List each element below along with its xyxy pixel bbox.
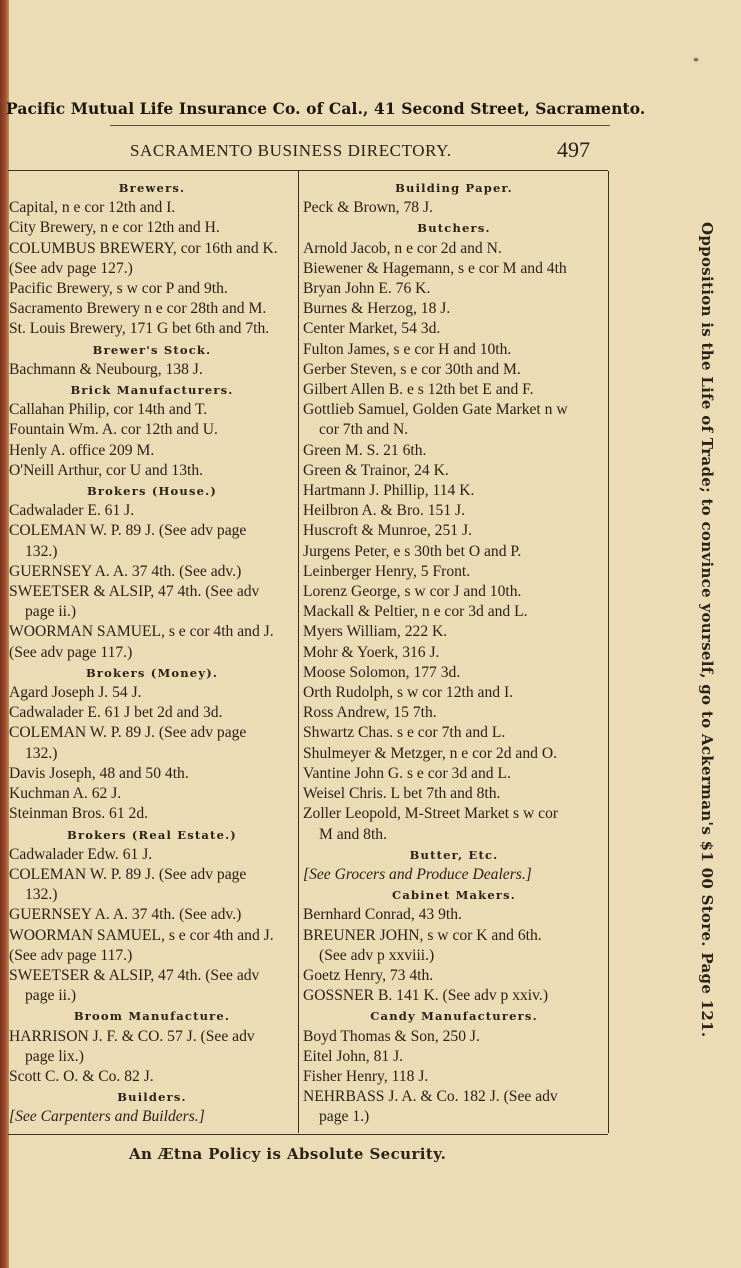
directory-entry: Zoller Leopold, M-Street Market s w cor [303, 805, 559, 823]
directory-entry: Leinberger Henry, 5 Front. [303, 562, 471, 580]
directory-entry: Callahan Philip, cor 14th and T. [9, 401, 208, 419]
directory-entry: COLUMBUS BREWERY, cor 16th and K. [9, 239, 278, 257]
directory-entry: Cadwalader E. 61 J bet 2d and 3d. [9, 704, 223, 722]
directory-entry: Fisher Henry, 118 J. [303, 1067, 429, 1085]
directory-entry: Ross Andrew, 15 7th. [303, 704, 437, 722]
page-number: 497 [557, 137, 590, 162]
directory-entry: Heilbron A. & Bro. 151 J. [303, 502, 465, 520]
section-heading: Brewer's Stock. [92, 342, 212, 357]
directory-entry: St. Louis Brewery, 171 G bet 6th and 7th. [9, 320, 270, 338]
directory-entry: GUERNSEY A. A. 37 4th. (See adv.) [9, 906, 242, 924]
directory-entry: City Brewery, n e cor 12th and H. [9, 219, 220, 237]
directory-entry: Capital, n e cor 12th and I. [9, 199, 176, 217]
directory-entry: (See adv page 117.) [9, 643, 133, 661]
directory-entry: COLEMAN W. P. 89 J. (See adv page [9, 724, 247, 742]
directory-entry: Myers William, 222 K. [303, 623, 448, 641]
directory-entry: Gerber Steven, s e cor 30th and M. [303, 360, 521, 378]
directory-entry: Lorenz George, s w cor J and 10th. [303, 583, 522, 601]
directory-entry: Vantine John G. s e cor 3d and L. [303, 764, 511, 782]
section-heading: Brewers. [118, 181, 186, 195]
left-column [9, 178, 295, 1128]
cross-reference: [See Grocers and Produce Dealers.] [303, 865, 532, 883]
section-heading: Brokers (Real Estate.) [67, 827, 237, 842]
directory-entry: page 1.) [319, 1108, 370, 1126]
directory-entry: Gottlieb Samuel, Golden Gate Market n w [303, 401, 568, 419]
directory-entry: Bachmann & Neubourg, 138 J. [9, 360, 203, 378]
directory-entry: (See adv page 127.) [9, 259, 133, 277]
directory-entry: Weisel Chris. L bet 7th and 8th. [303, 785, 501, 803]
section-heading: Butter, Etc. [409, 847, 499, 862]
directory-entry: COLEMAN W. P. 89 J. (See adv page [9, 865, 247, 883]
directory-entry: 132.) [25, 744, 58, 762]
directory-entry: Center Market, 54 3d. [303, 320, 441, 338]
directory-entry: page ii.) [25, 987, 77, 1005]
directory-entry: Mackall & Peltier, n e cor 3d and L. [303, 603, 528, 621]
directory-entry: Burnes & Herzog, 18 J. [303, 300, 451, 318]
directory-entry: COLEMAN W. P. 89 J. (See adv page [9, 522, 247, 540]
section-heading: Broom Manufacture. [73, 1009, 231, 1024]
directory-entry: Cadwalader Edw. 61 J. [9, 845, 153, 863]
directory-entry: O'Neill Arthur, cor U and 13th. [9, 461, 204, 479]
section-heading: Brick Manufacturers. [70, 383, 234, 398]
section-heading: Brokers (Money). [85, 665, 219, 680]
directory-entry: NEHRBASS J. A. & Co. 182 J. (See adv [303, 1088, 558, 1106]
directory-entry: Peck & Brown, 78 J. [303, 199, 433, 217]
directory-entry: Sacramento Brewery n e cor 28th and M. [9, 300, 267, 318]
directory-entry: Bryan John E. 76 K. [303, 280, 431, 298]
directory-entry: SWEETSER & ALSIP, 47 4th. (See adv [9, 583, 260, 601]
directory-entry: Eitel John, 81 J. [303, 1047, 404, 1065]
directory-entry: Davis Joseph, 48 and 50 4th. [9, 764, 189, 782]
directory-entry: Mohr & Yoerk, 316 J. [303, 643, 440, 661]
top-rule [110, 125, 610, 126]
footer-rule [8, 1134, 608, 1135]
directory-entry: page lix.) [25, 1047, 84, 1065]
directory-entry: 132.) [25, 542, 58, 560]
column-divider [298, 171, 299, 1133]
directory-entry: SWEETSER & ALSIP, 47 4th. (See adv [9, 966, 260, 984]
directory-entry: Green & Trainor, 24 K. [303, 461, 449, 479]
directory-entry: WOORMAN SAMUEL, s e cor 4th and J. [9, 926, 274, 944]
directory-entry: Fountain Wm. A. cor 12th and U. [9, 421, 218, 439]
directory-entry: (See adv p xxviii.) [319, 946, 435, 964]
book-binding-edge [0, 0, 9, 1268]
directory-entry: WOORMAN SAMUEL, s e cor 4th and J. [9, 623, 274, 641]
directory-entry: Green M. S. 21 6th. [303, 441, 427, 459]
directory-entry: Boyd Thomas & Son, 250 J. [303, 1027, 480, 1045]
section-heading: Cabinet Makers. [391, 888, 516, 903]
running-header: SACRAMENTO BUSINESS DIRECTORY. [130, 141, 452, 160]
directory-entry: Biewener & Hagemann, s e cor M and 4th [303, 259, 567, 277]
section-heading: Building Paper. [395, 181, 513, 195]
directory-entry: Henly A. office 209 M. [9, 441, 155, 459]
directory-entry: Huscroft & Munroe, 251 J. [303, 522, 472, 540]
header-rule [8, 170, 608, 171]
directory-entry: cor 7th and N. [319, 421, 409, 439]
directory-entry: Cadwalader E. 61 J. [9, 502, 135, 520]
directory-entry: Gilbert Allen B. e s 12th bet E and F. [303, 381, 534, 399]
directory-entry: Shwartz Chas. s e cor 7th and L. [303, 724, 506, 742]
directory-entry: Arnold Jacob, n e cor 2d and N. [303, 239, 502, 257]
directory-entry: 132.) [25, 886, 58, 904]
directory-entry: Steinman Bros. 61 2d. [9, 805, 149, 823]
section-heading: Brokers (House.) [86, 484, 218, 499]
directory-entry: Shulmeyer & Metzger, n e cor 2d and O. [303, 744, 557, 762]
directory-entry: HARRISON J. F. & CO. 57 J. (See adv [9, 1027, 255, 1045]
side-advertisement: Opposition is the Life of Trade; to convince yourself, go to Ackerman's $1 00 Store. Page 121. [698, 222, 716, 1038]
section-heading: Builders. [117, 1090, 187, 1105]
directory-entry: page ii.) [25, 603, 77, 621]
directory-entry: GUERNSEY A. A. 37 4th. (See adv.) [9, 562, 242, 580]
cross-reference: [See Carpenters and Builders.] [9, 1108, 205, 1126]
top-advertisement: Pacific Mutual Life Insurance Co. of Cal., 41 Second Street, Sacramento. [6, 99, 646, 118]
directory-entry: Pacific Brewery, s w cor P and 9th. [9, 280, 228, 298]
directory-entry: Hartmann J. Phillip, 114 K. [303, 482, 475, 500]
directory-entry: M and 8th. [319, 825, 388, 843]
directory-entry: Agard Joseph J. 54 J. [9, 684, 142, 702]
directory-entry: Kuchman A. 62 J. [9, 785, 122, 803]
directory-entry: Jurgens Peter, e s 30th bet O and P. [303, 542, 522, 560]
right-border [608, 171, 609, 1133]
directory-entry: Goetz Henry, 73 4th. [303, 966, 434, 984]
corner-mark: * [693, 54, 699, 68]
section-heading: Candy Manufacturers. [370, 1009, 538, 1024]
directory-entry: Orth Rudolph, s w cor 12th and I. [303, 684, 514, 702]
directory-entry: Moose Solomon, 177 3d. [303, 663, 461, 681]
bottom-advertisement: An Ætna Policy is Absolute Security. [129, 1145, 447, 1163]
right-column [303, 178, 605, 1128]
directory-entry: (See adv page 117.) [9, 946, 133, 964]
directory-entry: Scott C. O. & Co. 82 J. [9, 1067, 154, 1085]
directory-entry: GOSSNER B. 141 K. (See adv p xxiv.) [303, 987, 549, 1005]
directory-entry: Fulton James, s e cor H and 10th. [303, 340, 512, 358]
directory-entry: BREUNER JOHN, s w cor K and 6th. [303, 926, 542, 944]
directory-entry: Bernhard Conrad, 43 9th. [303, 906, 462, 924]
section-heading: Butchers. [417, 221, 491, 236]
